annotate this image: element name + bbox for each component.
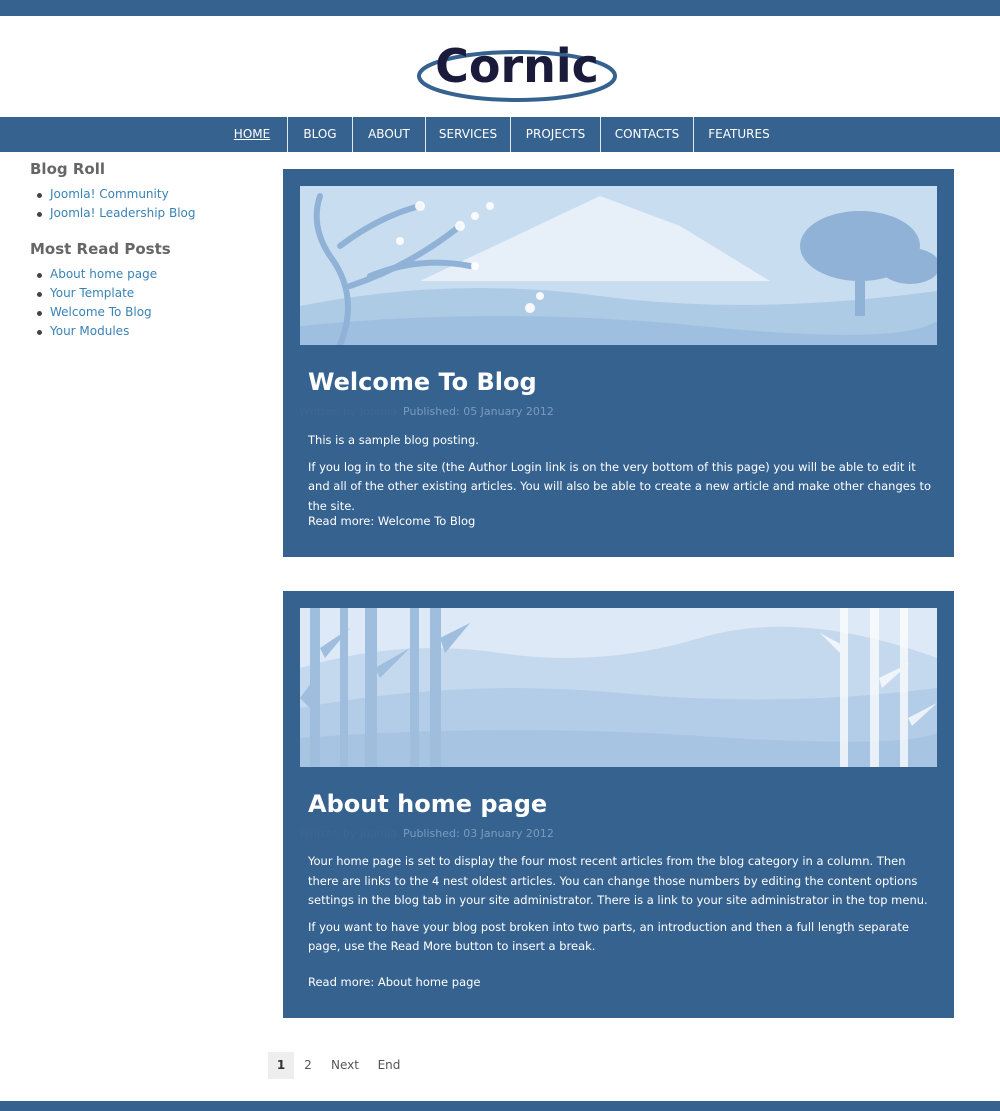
nav-about[interactable]: ABOUT (368, 127, 410, 141)
post-paragraph: This is a sample blog posting. (308, 433, 479, 447)
mostread-link[interactable]: Your Modules (30, 324, 270, 343)
top-bar (0, 0, 1000, 16)
nav-projects[interactable]: PROJECTS (525, 127, 586, 141)
blogroll-list (30, 187, 270, 225)
post-banner-image (300, 186, 937, 345)
post-title[interactable]: About home page (308, 790, 548, 818)
post-body (308, 852, 933, 964)
page-2[interactable]: 2 (304, 1058, 312, 1072)
nav-services[interactable]: SERVICES (438, 127, 498, 141)
post-body (308, 431, 933, 523)
post-meta (299, 827, 554, 840)
read-more-link[interactable]: Read more: Welcome To Blog (308, 514, 476, 528)
nav-features[interactable]: FEATURES (708, 127, 770, 141)
page-1[interactable]: 1 (268, 1052, 294, 1079)
blog-post (283, 591, 954, 1018)
post-banner-image (300, 608, 937, 767)
mostread-title: Most Read Posts (30, 240, 171, 258)
header (0, 16, 1000, 117)
nav-contacts[interactable]: CONTACTS (614, 127, 680, 141)
mostread-link[interactable]: Welcome To Blog (30, 305, 270, 324)
nav-home[interactable]: HOME (233, 127, 271, 141)
footer-bar (0, 1101, 1000, 1111)
svg-text:Cornic: Cornic (435, 39, 599, 93)
page-end[interactable]: End (377, 1058, 401, 1072)
nav-blog[interactable]: BLOG (303, 127, 337, 141)
sidebar (30, 160, 270, 343)
main-nav (0, 117, 1000, 152)
post-meta (299, 405, 554, 418)
post-author: Written by Joomla (299, 405, 398, 418)
post-paragraph: If you want to have your blog post broken into two parts, an introduction and then a full length separate page, use the Read More button to insert a break. (308, 919, 909, 953)
page-next[interactable]: Next (331, 1058, 359, 1072)
post-date: Published: 03 January 2012 (403, 827, 554, 840)
mostread-list (30, 267, 270, 343)
post-date: Published: 05 January 2012 (403, 405, 554, 418)
read-more-link[interactable]: Read more: About home page (308, 975, 481, 989)
blogroll-title: Blog Roll (30, 160, 105, 178)
blogroll-link[interactable]: Joomla! Community (30, 187, 270, 206)
site-logo[interactable] (416, 37, 618, 103)
mostread-link[interactable]: Your Template (30, 286, 270, 305)
blog-post (283, 169, 954, 557)
blogroll-link[interactable]: Joomla! Leadership Blog (30, 206, 270, 225)
post-paragraph: If you log in to the site (the Author Login link is on the very bottom of this page) you will be able to edit it and all of the other existing articles. You will also be able to create a new article and make other changes to the site. (308, 459, 932, 513)
post-paragraph: Your home page is set to display the four most recent articles from the blog category in a column. Then there are links to the 4 nest oldest articles. You can change those numbers by editing the content options settings in the blog tab in your site administrator. There is a link to your site administrator in the top menu. (308, 854, 928, 907)
mostread-link[interactable]: About home page (30, 267, 270, 286)
post-title[interactable]: Welcome To Blog (308, 368, 537, 396)
post-author: Written by Joomla (299, 827, 398, 840)
